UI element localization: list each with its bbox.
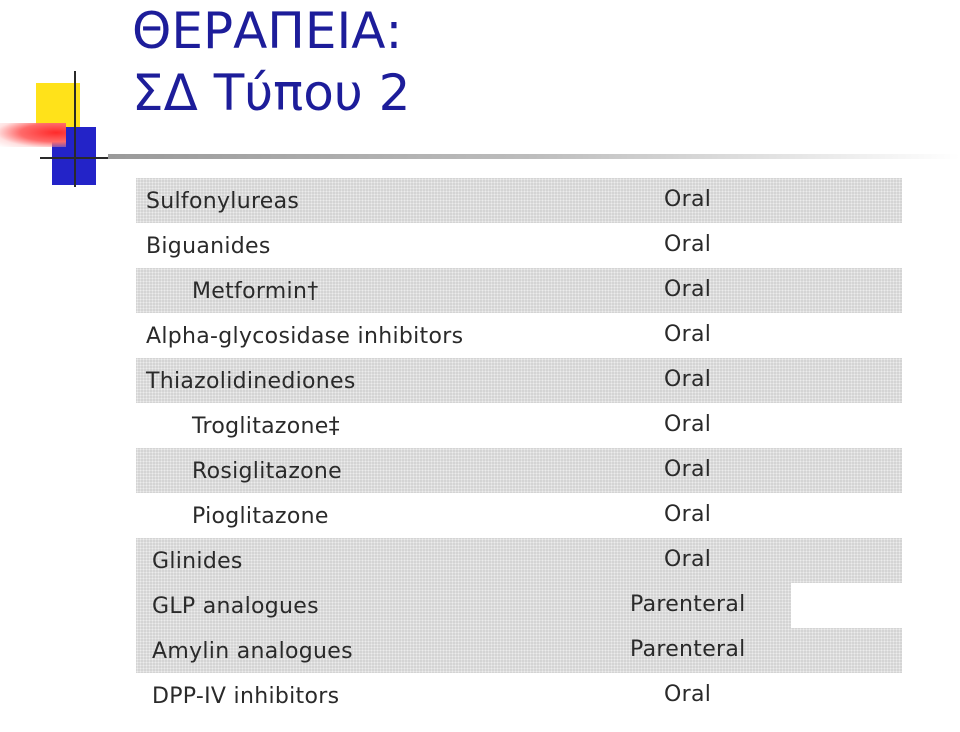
drug-name: DPP-IV inhibitors [152,684,340,709]
slide-title-line-2: ΣΔ Τύπου 2 [132,64,411,122]
route-value: Oral [664,367,712,392]
drug-name: GLP analogues [152,594,319,619]
route-value: Oral [664,277,712,302]
table-row [136,673,902,718]
route-value: Oral [664,547,712,572]
drug-name: Pioglitazone [192,504,329,529]
route-value: Oral [664,457,712,482]
logo-red-glow [0,123,66,147]
table-row [136,448,902,493]
drug-name: Glinides [152,549,243,574]
title-underline [108,154,960,159]
slide-corner-logo-icon [0,65,140,190]
route-value: Oral [664,682,712,707]
drug-name: Troglitazone‡ [192,414,340,439]
table-row [136,403,902,448]
drug-name: Thiazolidinediones [146,369,356,394]
drug-route-table [136,178,902,718]
table-row [136,223,902,268]
table-row [136,178,902,223]
slide-title [132,0,411,124]
table-row [136,538,902,583]
drug-name: Sulfonylureas [146,189,300,214]
drug-name: Amylin analogues [152,639,353,664]
route-value: Oral [664,232,712,257]
table-row [136,358,902,403]
route-value: Oral [664,412,712,437]
logo-horizontal-line [40,157,110,159]
route-value: Oral [664,322,712,347]
slide-title-line-1: ΘΕΡΑΠΕΙΑ: [132,2,403,60]
route-value: Oral [664,502,712,527]
route-value: Parenteral [630,637,746,662]
table-row [136,583,791,628]
drug-name: Alpha-glycosidase inhibitors [146,324,464,349]
route-value: Parenteral [630,592,746,617]
route-value: Oral [664,187,712,212]
drug-name: Metformin† [192,279,319,304]
table-row [136,313,902,358]
drug-name: Biguanides [146,234,271,259]
logo-vertical-line [74,71,76,187]
table-row [136,628,902,673]
table-row [136,493,902,538]
drug-name: Rosiglitazone [192,459,343,484]
table-row [136,268,902,313]
